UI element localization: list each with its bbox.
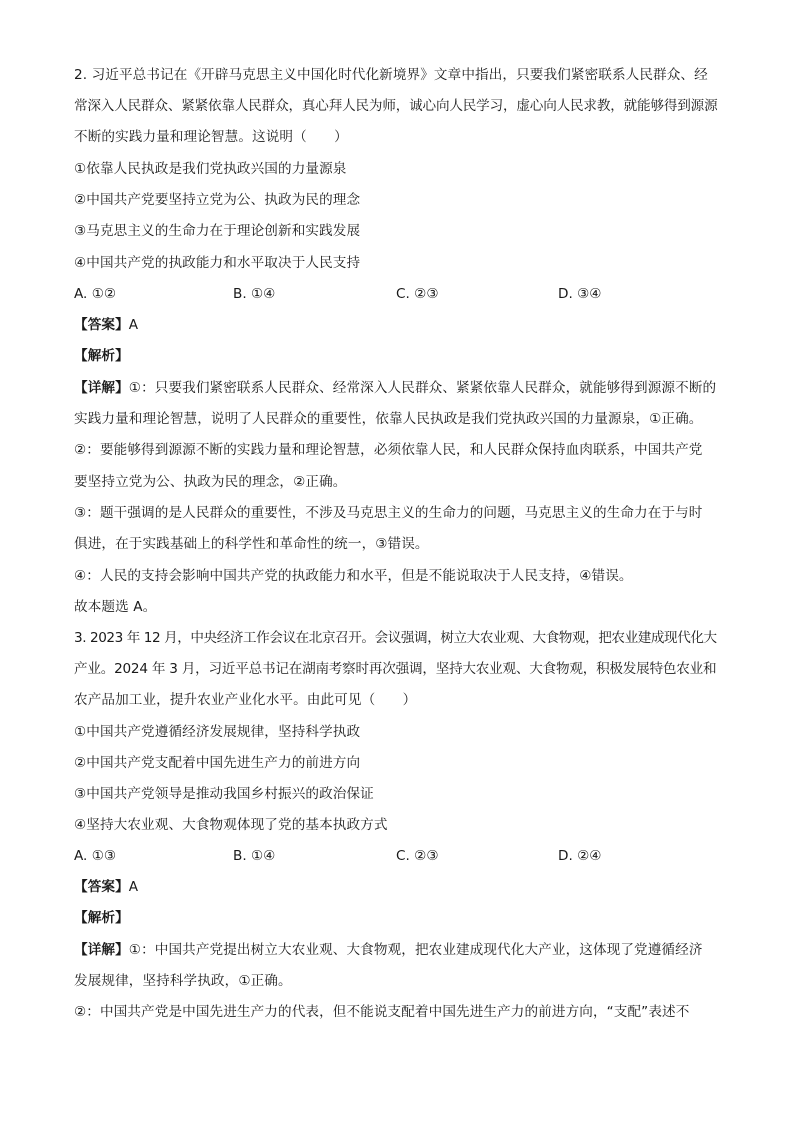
question-3-stem-line-3: 农产品加工业，提升农业产业化水平。由此可见（ ） (74, 692, 417, 708)
answer-value: A (128, 317, 139, 333)
question-2-detail-line-6: 俱进，在于实践基础上的科学性和革命性的统一，③错误。 (74, 536, 429, 552)
question-3-option-a: A. ①③ (74, 848, 117, 864)
question-3-stem-line-1: 3. 2023 年 12 月，中央经济工作会议在北京召开。会议强调，树立大农业观、大食物观，把农业建成现代化大 (74, 630, 717, 646)
answer-label: 【答案】 (74, 879, 129, 895)
question-2-stem-line-1: 2. 习近平总书记在《开辟马克思主义中国化时代化新境界》文章中指出，只要我们紧密联系人民群众、经 (74, 67, 708, 83)
question-2-item-1: ①依靠人民执政是我们党执政兴国的力量源泉 (74, 161, 347, 177)
question-3-item-1: ①中国共产党遵循经济发展规律，坚持科学执政 (74, 724, 361, 740)
question-2-detail-line-8: 故本题选 A。 (74, 599, 157, 615)
question-2-stem-line-2: 常深入人民群众、紧紧依靠人民群众，真心拜人民为师，诚心向人民学习，虚心向人民求教，就能够得到源源 (74, 98, 718, 114)
question-2-detail-line-7: ④：人民的支持会影响中国共产党的执政能力和水平，但是不能说取决于人民支持，④错误。 (74, 568, 633, 584)
question-2-item-3: ③马克思主义的生命力在于理论创新和实践发展 (74, 223, 361, 239)
question-2-detail-line-2: 实践力量和理论智慧，说明了人民群众的重要性，依靠人民执政是我们党执政兴国的力量源泉，①正确。 (74, 411, 703, 427)
question-3-analysis-label: 【解析】 (74, 910, 129, 926)
question-2-answer (74, 316, 138, 334)
question-2-option-c: C. ②③ (396, 286, 439, 302)
question-3-item-3: ③中国共产党领导是推动我国乡村振兴的政治保证 (74, 786, 374, 802)
question-2-stem-line-3: 不断的实践力量和理论智慧。这说明（ ） (74, 129, 348, 145)
answer-value: A (128, 879, 139, 895)
question-3-detail-line-2: 发展规律，坚持科学执政，①正确。 (74, 973, 292, 989)
question-2-item-2: ②中国共产党要坚持立党为公、执政为民的理念 (74, 192, 361, 208)
question-2-option-a: A. ①② (74, 286, 117, 302)
question-2-item-4: ④中国共产党的执政能力和水平取决于人民支持 (74, 255, 361, 271)
question-2-detail-line-3: ②：要能够得到源源不断的实践力量和理论智慧，必须依靠人民，和人民群众保持血肉联系，中国共产党 (74, 442, 703, 458)
detail-text: ①：只要我们紧密联系人民群众、经常深入人民群众、紧紧依靠人民群众，就能够得到源源不断的 (128, 380, 717, 396)
detail-label: 【详解】 (74, 942, 129, 958)
question-2-option-d: D. ③④ (558, 286, 602, 302)
question-3-option-b: B. ①④ (233, 848, 276, 864)
question-3-answer (74, 878, 138, 896)
question-3-stem-line-2: 产业。2024 年 3 月，习近平总书记在湖南考察时再次强调，坚持大农业观、大食物观，积极发展特色农业和 (74, 661, 717, 677)
question-3-item-2: ②中国共产党支配着中国先进生产力的前进方向 (74, 755, 361, 771)
question-3-option-d: D. ②④ (558, 848, 602, 864)
question-3-detail-line-3: ②：中国共产党是中国先进生产力的代表，但不能说支配着中国先进生产力的前进方向，“支配”表述不 (74, 1004, 690, 1020)
question-2-detail-line-1 (74, 379, 716, 397)
answer-label: 【答案】 (74, 317, 129, 333)
question-3-detail-line-1 (74, 941, 703, 959)
question-2-analysis-label: 【解析】 (74, 348, 129, 364)
question-3-item-4: ④坚持大农业观、大食物观体现了党的基本执政方式 (74, 817, 388, 833)
question-2-detail-line-4: 要坚持立党为公、执政为民的理念，②正确。 (74, 474, 347, 490)
detail-label: 【详解】 (74, 380, 129, 396)
detail-text: ①：中国共产党提出树立大农业观、大食物观，把农业建成现代化大产业，这体现了党遵循经济 (128, 942, 703, 958)
question-3-option-c: C. ②③ (396, 848, 439, 864)
question-2-option-b: B. ①④ (233, 286, 276, 302)
question-2-detail-line-5: ③：题干强调的是人民群众的重要性，不涉及马克思主义的生命力的问题，马克思主义的生命力在于与时 (74, 505, 703, 521)
